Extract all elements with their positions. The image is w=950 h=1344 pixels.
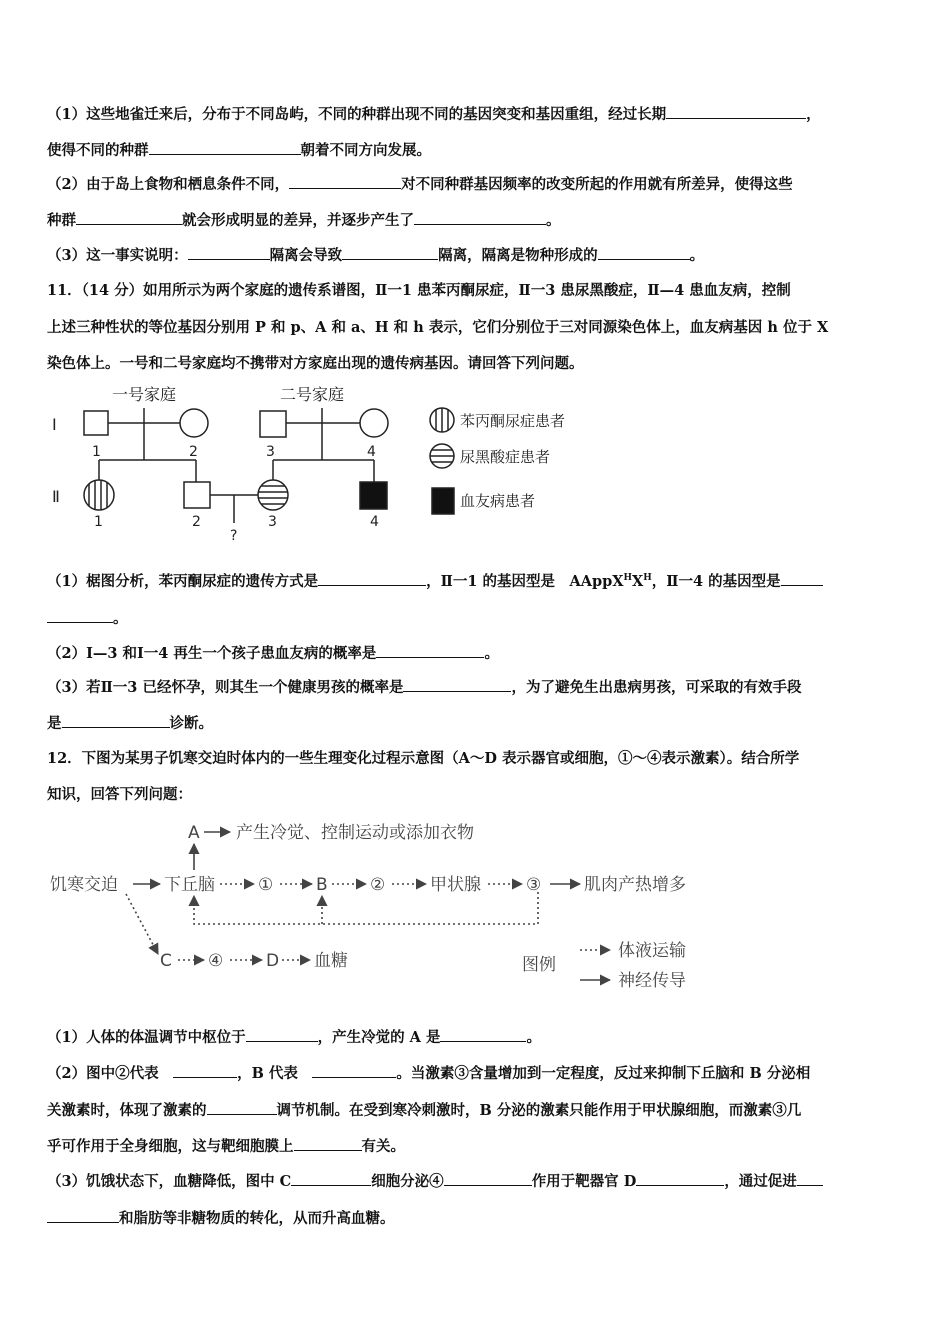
unknown-child-mark: ? xyxy=(230,528,238,544)
q12-sub3-line1: （3）饥饿状态下，血糖降低，图中 C 细胞分泌④ 作用于靶器官 D ，通过促进 xyxy=(47,1171,823,1192)
legend-hemophilia-label: 血友病患者 xyxy=(460,492,536,510)
answer-blank[interactable] xyxy=(173,1063,237,1078)
pedigree-chart xyxy=(44,378,604,546)
q10-part2-line1: （2）由于岛上食物和栖息条件不同， 对不同种群基因频率的改变所起的作用就有所差异，使得这些 xyxy=(47,176,793,193)
pedigree-number: 3 xyxy=(266,444,275,460)
node-d: D xyxy=(266,951,280,971)
q11-stem-line3: 染色体上。一号和二号家庭均不携带对方家庭出现的遗传病基因。请回答下列问题。 xyxy=(47,355,584,372)
node-b: B xyxy=(316,875,328,895)
family2-label: 二号家庭 xyxy=(280,385,345,404)
q12-sub2-line1: （2）图中②代表 ，B 代表 。当激素③含量增加到一定程度，反过来抑制下丘脑和 B 分泌相 xyxy=(47,1065,811,1082)
q11-sub2: （2）Ⅰ—3 和Ⅰ一4 再生一个孩子患血友病的概率是 。 xyxy=(47,645,499,662)
legend-nerve-label: 神经传导 xyxy=(618,971,686,991)
q10-part3: （3）这一事实说明： 隔离会导致 隔离，隔离是物种形成的 。 xyxy=(47,247,705,264)
answer-blank[interactable] xyxy=(376,643,484,658)
node-thyroid: 甲状腺 xyxy=(430,875,481,895)
node-a-result: 产生冷觉、控制运动或添加衣物 xyxy=(236,823,474,843)
pedigree-II4-hemophilia-male xyxy=(360,482,387,509)
q11-sub3-line1: （3）若Ⅱ一3 已经怀孕，则其生一个健康男孩的概率是 ，为了避免生出患病男孩，可采取的有效手段 xyxy=(47,679,802,696)
node-a: A xyxy=(188,823,200,843)
pedigree-number: 4 xyxy=(370,514,379,530)
node-hypothalamus: 下丘脑 xyxy=(164,875,215,895)
q10-part1-line1: （1）这些地雀迁来后，分布于不同岛屿，不同的种群出现不同的基因突变和基因重组，经过长期 ， xyxy=(47,106,821,123)
pedigree-I4-female xyxy=(360,409,388,437)
answer-blank[interactable] xyxy=(47,1208,119,1223)
pedigree-number: 4 xyxy=(367,444,376,460)
family1-label: 一号家庭 xyxy=(112,385,177,404)
pedigree-number: 2 xyxy=(189,444,198,460)
q12-stem-line1: 12．下图为某男子饥寒交迫时体内的一些生理变化过程示意图（A～D 表示器官或细胞，①～④表示激素）。结合所学 xyxy=(47,750,800,767)
q12-sub2-line3: 乎可作用于全身细胞，这与靶细胞膜上 有关。 xyxy=(47,1138,405,1155)
generation-II-label: Ⅱ xyxy=(52,487,60,506)
q12-sub1: （1）人体的体温调节中枢位于 ，产生冷觉的 A 是 。 xyxy=(47,1029,541,1046)
pedigree-I3-male xyxy=(260,411,286,437)
pedigree-number: 1 xyxy=(92,444,101,460)
q12-stem-line2: 知识，回答下列问题： xyxy=(47,786,192,803)
answer-blank[interactable] xyxy=(318,571,426,586)
answer-blank[interactable] xyxy=(598,245,690,260)
pedigree-number: 1 xyxy=(94,514,103,530)
pedigree-I1-male xyxy=(84,411,108,435)
node-muscle: 肌肉产热增多 xyxy=(584,875,686,895)
node-c: C xyxy=(160,951,172,971)
answer-blank[interactable] xyxy=(291,1171,371,1186)
answer-blank[interactable] xyxy=(207,1100,277,1115)
answer-blank[interactable] xyxy=(289,174,401,189)
q11-stem-line1: 11．（14 分）如用所示为两个家庭的遗传系谱图，Ⅱ一1 患苯丙酮尿症，Ⅱ一3 患尿黑酸症，Ⅱ—4 患血友病，控制 xyxy=(47,282,791,299)
q11-sub1-line1: （1）椐图分析，苯丙酮尿症的遗传方式是 ，Ⅱ一1 的基因型是 $AAppX^HX^H$，Ⅱ一4 的基因型是 xyxy=(47,571,823,592)
answer-blank[interactable] xyxy=(76,210,182,225)
q10-part2-line2: 种群 就会形成明显的差异，并逐步产生了 。 xyxy=(47,212,561,229)
q11-sub3-line2: 是 诊断。 xyxy=(47,715,213,732)
answer-blank[interactable] xyxy=(797,1171,823,1186)
q10-part1-line2: 使得不同的种群 朝着不同方向发展。 xyxy=(47,142,431,159)
answer-blank[interactable] xyxy=(636,1171,724,1186)
node-hormone-1: ① xyxy=(258,875,274,895)
node-glucose: 血糖 xyxy=(314,951,348,971)
q11-sub1-line2: 。 xyxy=(47,608,128,629)
answer-blank[interactable] xyxy=(440,1027,526,1042)
answer-blank[interactable] xyxy=(294,1136,362,1151)
pedigree-number: 3 xyxy=(268,514,277,530)
legend-title: 图例 xyxy=(522,955,556,975)
legend-pku-label: 苯丙酮尿症患者 xyxy=(460,412,566,430)
answer-blank[interactable] xyxy=(781,571,823,586)
answer-blank[interactable] xyxy=(62,713,170,728)
q11-stem-line2: 上述三种性状的等位基因分别用 P 和 p、A 和 a、H 和 h 表示，它们分别位于三对同源染色体上，血友病基因 h 位于 X xyxy=(47,319,829,336)
legend-alkaptonuria-label: 尿黑酸症患者 xyxy=(460,448,551,466)
node-start: 饥寒交迫 xyxy=(50,875,118,895)
answer-blank[interactable] xyxy=(666,104,806,119)
answer-blank[interactable] xyxy=(444,1171,532,1186)
pedigree-number: 2 xyxy=(192,514,201,530)
regulation-diagram xyxy=(44,814,704,994)
answer-blank[interactable] xyxy=(342,245,438,260)
answer-blank[interactable] xyxy=(312,1063,396,1078)
node-hormone-3: ③ xyxy=(526,875,542,895)
legend-hemophilia-symbol xyxy=(432,488,454,514)
q12-sub2-line2: 关激素时，体现了激素的 调节机制。在受到寒冷刺激时，B 分泌的激素只能作用于甲状腺细胞，而激素③几 xyxy=(47,1102,802,1119)
legend-fluid-label: 体液运输 xyxy=(618,941,686,961)
pedigree-II2-male xyxy=(184,482,210,508)
node-hormone-2: ② xyxy=(370,875,386,895)
answer-blank[interactable] xyxy=(403,677,511,692)
q12-sub3-line2: 和脂肪等非糖物质的转化，从而升高血糖。 xyxy=(47,1208,395,1229)
answer-blank[interactable] xyxy=(414,210,546,225)
answer-blank[interactable] xyxy=(246,1027,318,1042)
answer-blank[interactable] xyxy=(47,608,113,623)
pedigree-I2-female xyxy=(180,409,208,437)
generation-I-label: Ⅰ xyxy=(52,415,57,434)
node-hormone-4: ④ xyxy=(208,951,224,971)
answer-blank[interactable] xyxy=(149,140,301,155)
answer-blank[interactable] xyxy=(188,245,270,260)
